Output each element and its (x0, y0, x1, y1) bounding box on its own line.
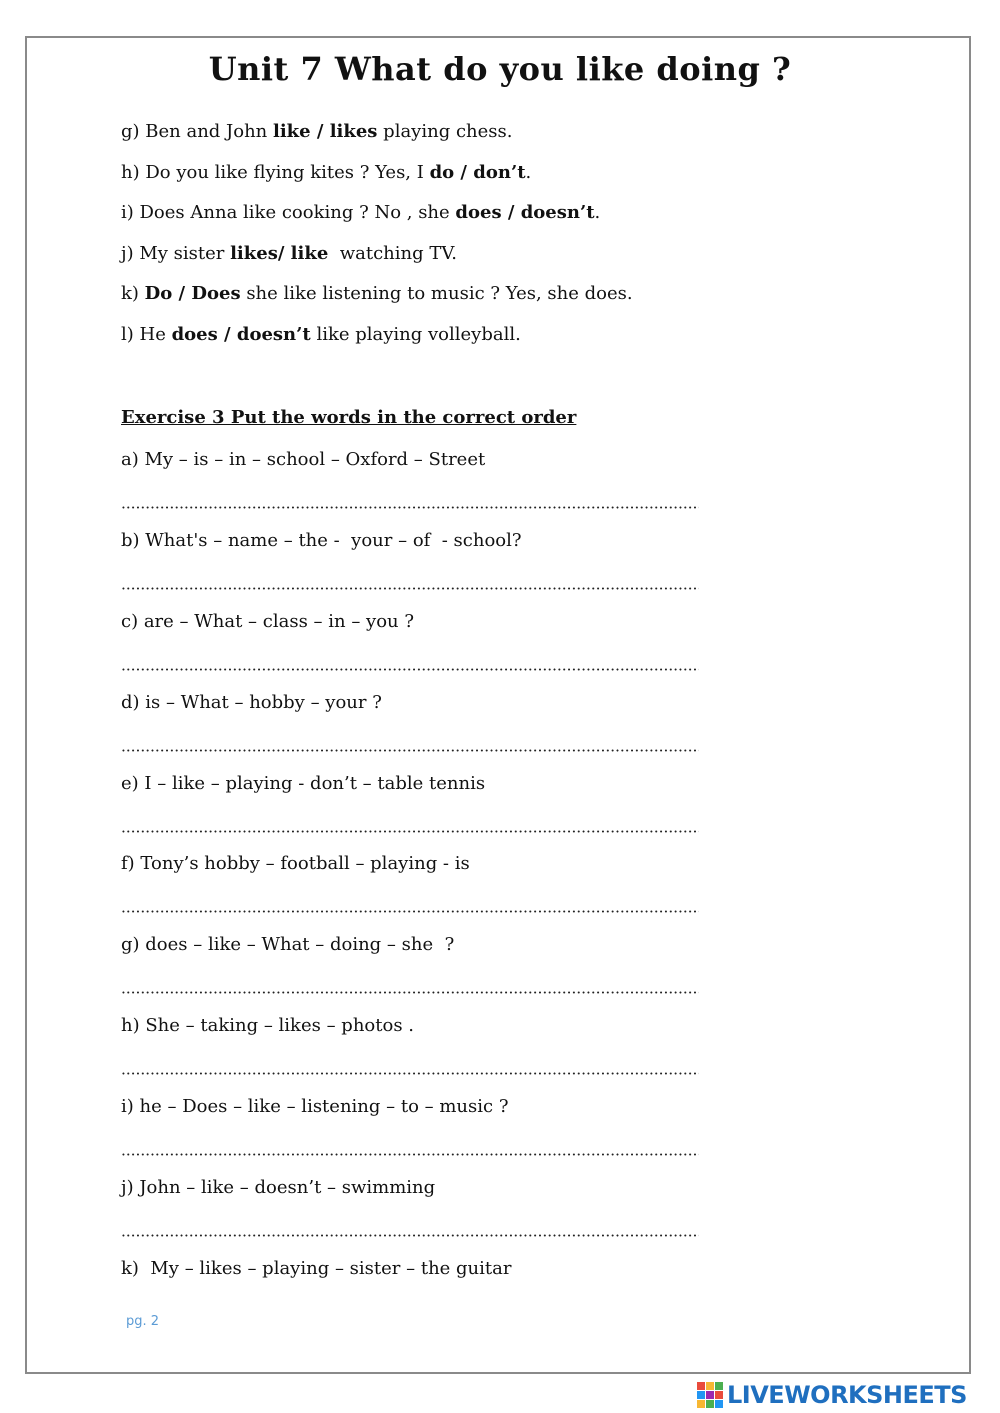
answer-line-g[interactable] (121, 991, 699, 994)
ex3-item-k: k) My – likes – playing – sister – the guitar (121, 1258, 512, 1279)
page-number: pg. 2 (126, 1314, 160, 1329)
ex2-item-j: j) My sister likes/ like watching TV. (121, 243, 457, 264)
answer-line-f[interactable] (121, 910, 699, 913)
ex3-item-i: i) he – Does – like – listening – to – music ? (121, 1096, 509, 1117)
liveworksheets-logo[interactable] (697, 1380, 967, 1410)
ex3-item-c: c) are – What – class – in – you ? (121, 611, 415, 632)
answer-line-c[interactable] (121, 668, 699, 671)
answer-line-j[interactable] (121, 1234, 699, 1237)
answer-line-d[interactable] (121, 749, 699, 752)
answer-line-i[interactable] (121, 1153, 699, 1156)
answer-line-b[interactable] (121, 587, 699, 590)
ex2-item-k: k) Do / Does she like listening to music ? Yes, she does. (121, 283, 633, 304)
ex2-item-g: g) Ben and John like / likes playing chess. (121, 121, 513, 142)
ex3-item-h: h) She – taking – likes – photos . (121, 1015, 415, 1036)
ex2-item-l: l) He does / doesn’t like playing volleyball. (121, 324, 521, 345)
liveworksheets-brand: LIVEWORKSHEETS (727, 1381, 967, 1409)
answer-line-a[interactable] (121, 506, 699, 509)
answer-line-h[interactable] (121, 1072, 699, 1075)
ex3-item-g: g) does – like – What – doing – she ? (121, 934, 455, 955)
ex3-item-e: e) I – like – playing - don’t – table tennis (121, 773, 486, 794)
page-title: Unit 7 What do you like doing ? (208, 50, 792, 88)
ex2-item-i: i) Does Anna like cooking ? No , she does / doesn’t. (121, 202, 601, 223)
ex3-item-j: j) John – like – doesn’t – swimming (121, 1177, 436, 1198)
ex3-item-a: a) My – is – in – school – Oxford – Street (121, 449, 486, 470)
exercise-3-heading: Exercise 3 Put the words in the correct order (121, 407, 577, 428)
ex2-item-h: h) Do you like flying kites ? Yes, I do / don’t. (121, 162, 532, 183)
liveworksheets-logo-icon (697, 1382, 723, 1408)
ex3-item-d: d) is – What – hobby – your ? (121, 692, 382, 713)
ex3-item-b: b) What's – name – the - your – of - school? (121, 530, 522, 551)
answer-line-e[interactable] (121, 830, 699, 833)
ex3-item-f: f) Tony’s hobby – football – playing - is (121, 853, 470, 874)
